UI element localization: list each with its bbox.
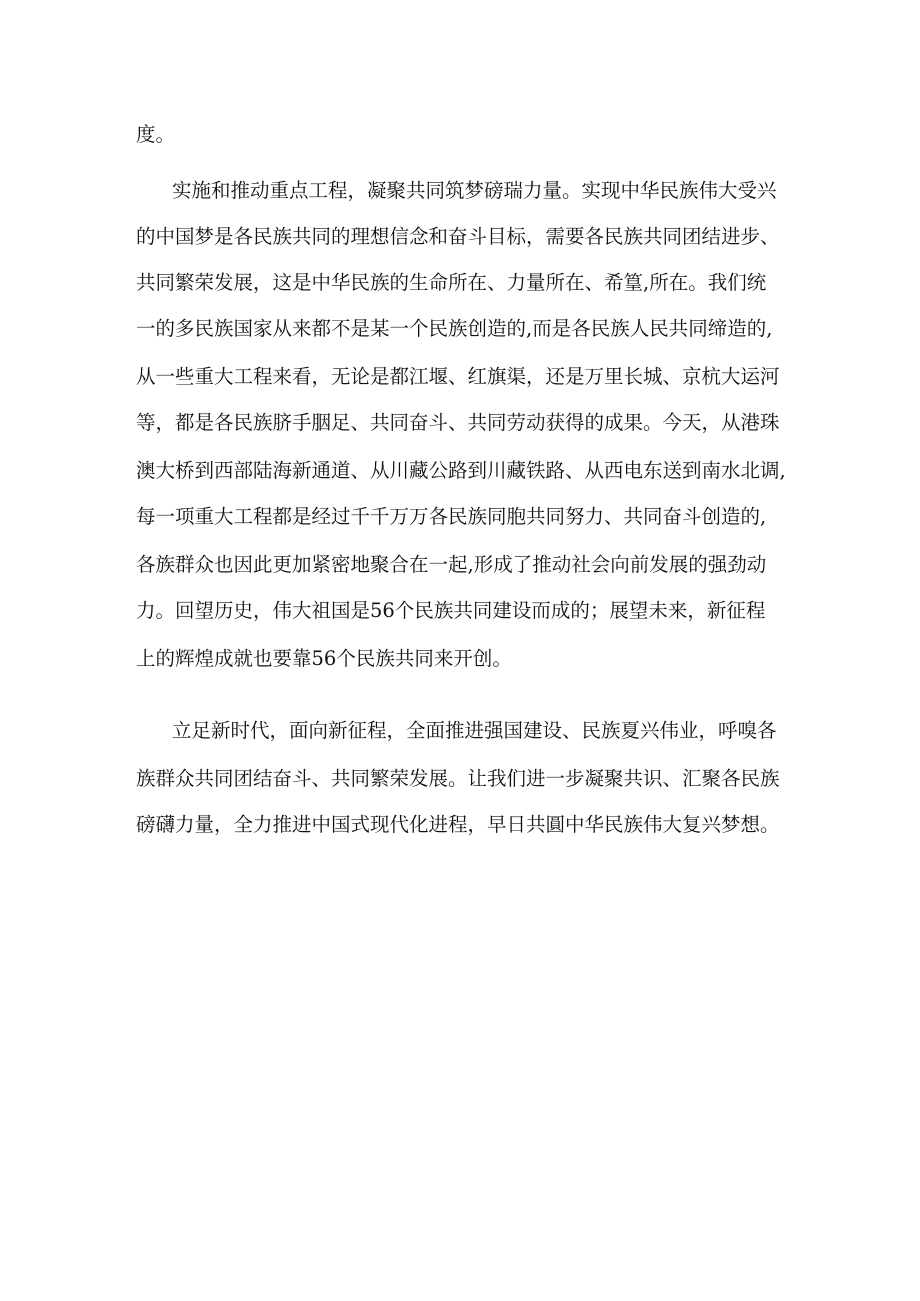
paragraph-1-line-11: 上的辉煌成就也要靠56个民族共同来开创。: [136, 647, 512, 670]
paragraph-1-line-8: 每一项重大工程都是经过千千万万各民族同胞共同努力、共同奋斗创造的,: [136, 505, 767, 528]
paragraph-2-line-2: 族群众共同团结奋斗、共同繁荣发展。让我们进一步凝聚共识、汇聚各民族: [136, 767, 780, 790]
paragraph-2-line-1: 立足新时代，面向新征程，全面推进强国建设、民族夏兴伟业，呼嗅各: [172, 719, 777, 742]
paragraph-1-line-9: 各族群众也因此更加紧密地聚合在一起,形成了推动社会向前发展的强劲动: [136, 553, 767, 576]
paragraph-1-line-4: 一的多民族国家从来都不是某一个民族创造的,而是各民族人民共同缔造的,: [136, 317, 773, 340]
paragraph-1-line-10: 力。回望历史，伟大祖国是56个民族共同建设而成的；展望未来，新征程: [136, 599, 766, 622]
paragraph-2-line-3: 磅礴力量，全力推进中国式现代化进程，早日共圓中华民族伟大复兴梦想。: [136, 813, 780, 836]
paragraph-1-line-3: 共同繁荣发展，这是中华民族的生命所在、力量所在、希篁,所在。我们统: [136, 271, 767, 294]
paragraph-1-line-2: 的中国梦是各民族共同的理想信念和奋斗目标，需要各民族共同团结进步、: [136, 225, 780, 248]
paragraph-1-line-6: 等，都是各民族脐手胭足、共同奋斗、共同劳动获得的成果。今天，从港珠: [136, 411, 780, 434]
paragraph-1-line-7: 澳大桥到西部陆海新通道、从川藏公路到川藏铁路、从西电东送到南水北调,: [136, 459, 786, 482]
fragment-line: 度。: [136, 123, 176, 146]
paragraph-1-line-1: 实施和推动重点工程，凝聚共同筑梦磅瑞力量。实现中华民族伟大受兴: [172, 179, 777, 202]
paragraph-1-line-5: 从一些重大工程来看，无论是都江堰、红旗渠，还是万里长城、京杭大运河: [136, 365, 780, 388]
